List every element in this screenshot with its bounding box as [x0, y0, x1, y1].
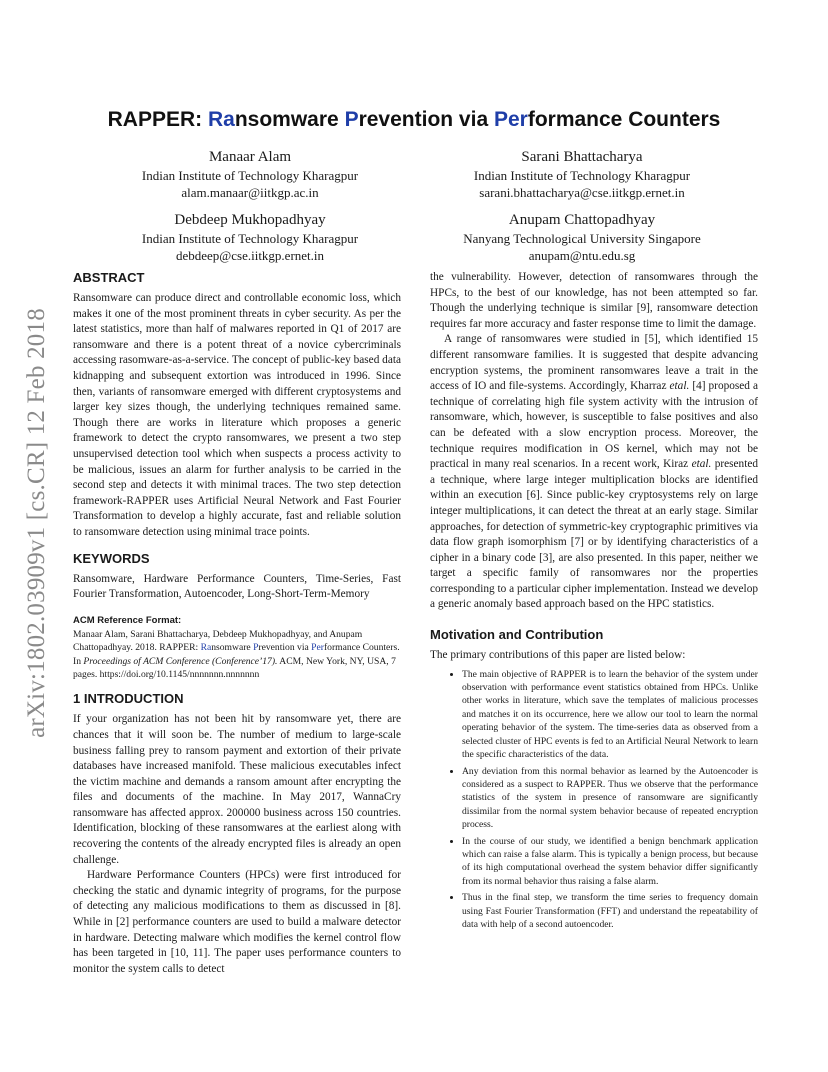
list-item: • Any deviation from this normal behavior as learned by the Autoencoder is considered as a suspect to RAPPER. Thus we observe that the performance statistics of the system in presence of ransomware are significantly dissimilar from the normal system behavior because of repeated encryption process.	[462, 765, 758, 832]
author-affiliation: Indian Institute of Technology Kharagpur	[141, 168, 359, 183]
author-name: Debdeep Mukhopadhyay	[174, 212, 326, 228]
title-highlight: Per	[493, 108, 528, 131]
acm-ref-highlight: P	[253, 642, 259, 654]
author-email[interactable]: alam.manaar@iitkgp.ac.in	[181, 185, 319, 200]
author-affiliation: Indian Institute of Technology Kharagpur	[141, 231, 359, 246]
acm-ref-part: formance Counters. In	[73, 642, 400, 667]
title-part: RAPPER:	[107, 108, 208, 131]
author-block	[422, 210, 742, 264]
author-email[interactable]: anupam@ntu.edu.sg	[528, 248, 636, 263]
intro-paragraph: the vulnerability. However, detection of ransomwares through the HPCs, to the best of our knowledge, has not been attempted so far. Though the underlying technique is similar [9], ransomware detection requires far more accuracy and faster response time to limit the damage.	[430, 271, 758, 330]
author-block	[422, 147, 742, 201]
acm-ref-venue: Proceedings of ACM Conference (Conference’17).	[83, 655, 278, 667]
right-column	[430, 270, 758, 934]
keywords-text: Ransomware, Hardware Performance Counters, Time-Series, Fast Fourier Transformation, Autoencoder, Long-Short-Term-Memory	[73, 572, 401, 601]
author-affiliation: Nanyang Technological University Singapore	[463, 231, 701, 246]
motivation-heading: Motivation and Contribution	[430, 627, 604, 643]
list-item: • Thus in the final step, we transform the time series to frequency domain using Fast Fourier Transformation (FFT) and understand the repeatability of data with help of a second autoencoder.	[462, 891, 758, 931]
author-block	[90, 210, 410, 264]
title-part: revention via	[358, 108, 494, 131]
acm-ref-part: Manaar Alam, Sarani Bhattacharya, Debdeep Mukhopadhyay, and Anupam Chattopadhyay. 2018. RAPPER:	[73, 628, 363, 654]
acm-ref-part: revention via	[258, 642, 312, 654]
para-part: presented a technique, where large integer multiplication blocks are identified within an execution [6]. Since public-key cryptosystems rely on large integer multiplications, it can detect the threat at an early stage. Similar approaches, for detection of symmetric-key cryptographic primitives via data flow graph isomorphism [7] or by identifying characteristics of a cipher in a binary code [3], are also presented. In this paper, neither we target a specific family of ransomwares nor the properties corresponding to a particular cipher implementation. Instead we develop a generic anomaly based approach based on the HPC statistics.	[430, 458, 758, 611]
acm-ref-part: nsomware	[211, 642, 254, 654]
para-italic: etal.	[691, 458, 712, 471]
para-italic: etal.	[669, 380, 690, 393]
acm-ref-highlight: Per	[311, 642, 324, 654]
title-highlight: P	[344, 108, 359, 131]
acm-reference-label: ACM Reference Format:	[73, 614, 182, 626]
author-email[interactable]: sarani.bhattacharya@cse.iitkgp.ernet.in	[479, 185, 685, 200]
motivation-lead: The primary contributions of this paper are listed below:	[430, 649, 686, 662]
author-name: Manaar Alam	[208, 149, 292, 165]
intro-paragraph: Hardware Performance Counters (HPCs) were first introduced for checking the static and dynamic integrity of programs, for the purpose of detecting any malicious modifications to them as discussed in [8]. While in [2] performance counters are used to build a malware detector in hardware. Detecting malware which modifies the kernel control flow has been targeted in [10, 11]. The paper uses performance counters to monitor the system calls to detect	[73, 869, 401, 975]
intro-heading: 1 INTRODUCTION	[73, 691, 184, 707]
paper-title	[60, 108, 768, 132]
list-item: • The main objective of RAPPER is to learn the behavior of the system under observation with performance event statistics obtained from HPCs. Unlike other works in literature, which save the templates of malicious processes and matches it on its occurrence, here we allow our tool to learn the normal operating behavior of the system. The time-series data as observed from a selected cluster of HPC events is fed to an Artificial Neural Network to learn the specific characteristics of the data.	[462, 668, 758, 762]
acm-ref-part: ACM, New York, NY, USA, 7 pages. https://doi.org/10.1145/nnnnnnn.nnnnnnn	[73, 655, 396, 680]
abstract-heading: ABSTRACT	[73, 270, 145, 285]
para-part: [4] proposed a technique of correlating high file system activity with the intrusion of ransomware, which, however, is susceptible to false positives and also can be defeated with a slow encryption process. Moreover, the technique requires modification in OS kernel, which may not be practical in many real scenarios. In a recent work, Kiraz	[430, 380, 759, 471]
title-part: formance Counters	[527, 108, 721, 131]
left-column	[73, 270, 401, 977]
acm-ref-highlight: Ra	[200, 642, 212, 654]
arxiv-identifier	[22, 285, 52, 760]
author-name: Sarani Bhattacharya	[521, 149, 643, 165]
contribution-list	[430, 668, 758, 932]
author-affiliation: Indian Institute of Technology Kharagpur	[473, 168, 691, 183]
abstract-text: Ransomware can produce direct and controllable economic loss, which makes it one of the most prominent threats in cyber security. As per the latest statistics, more than half of malwares reported in Q1 of 2017 are ransomware and there is a potent threat of a novice cybercriminals accessing rasomware-as-a-service. The concept of public-key based data kidnapping and subsequent extortion was introduced in 1996. Since then, variants of ransomware emerged with different cryptosystems and larger key sizes though, the underlying techniques remained same. Though there are works in literature which proposes a generic framework to detect the crypto ransomwares, we present a two step unsupervised detection tool which when suspects a process activity to be malicious, issues an alarm for further analysis to be carried in the second step and detects it with minimal traces. The two step detection framework-RAPPER uses Artificial Neural Network and Fast Fourier Transformation to develop a highly accurate, fast and reliable solution to ransomware detection using minimal trace points.	[73, 292, 401, 538]
para-part: A range of ransomwares were studied in [5], which identified 15 different ransomware families. It is suggested that despite advancing encryption systems, the prominent ransomwares leave a trait in the access of IO and file-systems. Accordingly, Kharraz	[430, 333, 758, 393]
author-block	[90, 147, 410, 201]
arxiv-identifier-text: arXiv:1802.03909v1 [cs.CR] 12 Feb 2018	[23, 307, 50, 738]
list-item: • In the course of our study, we identified a benign benchmark application which can raise a false alarm. This is typically a benign process, but because of its high computational overhead the system behavior differ significantly from its normal behavior thus raising a false alarm.	[462, 835, 758, 889]
author-email[interactable]: debdeep@cse.iitkgp.ernet.in	[175, 248, 325, 263]
author-name: Anupam Chattopadhyay	[508, 212, 656, 228]
acm-reference-text	[73, 628, 401, 682]
intro-paragraph	[430, 332, 758, 613]
title-highlight: Ra	[207, 108, 235, 131]
intro-paragraph: If your organization has not been hit by ransomware yet, there are chances that it will soon be. The number of medium to large-scale business falling prey to ransom payment and extortion of their private databases have increased manifold. These malicious executables infect the victim machine and demands a ransom amount after encrypting the files and documents of the machine. In May 2017, WannaCry ransomware has affected approx. 200000 business across 150 countries. Identification, blocking of these ransomwares at the earliest along with recovering the contents of the already encrypted files is already an open challenge.	[73, 713, 401, 866]
title-part: nsomware	[234, 108, 345, 131]
keywords-heading: KEYWORDS	[73, 550, 150, 566]
